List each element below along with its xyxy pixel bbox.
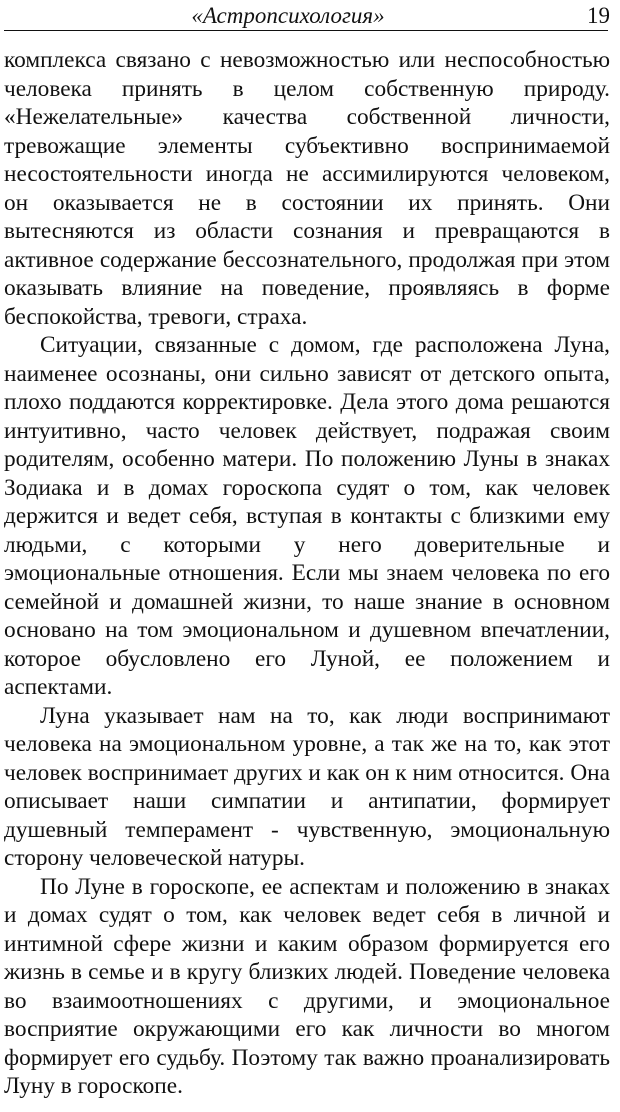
body-text: [4, 46, 610, 1101]
paragraph-1: комплекса связано с невозможностью или неспособностью человека принять в целом собственную природу. «Нежелательные» качества собственной личности, тревожащие элементы субъективно воспринимаемой несостоятельности иногда не ассимилируются человеком, он оказывается не в состоянии их принять. Они вытесняются из области сознания и превращаются в активное содержание бессознательного, продолжая при этом оказывать влияние на поведение, проявляясь в форме беспокойства, тревоги, страха.: [4, 47, 610, 330]
running-title: «Астропсихология»: [191, 3, 385, 28]
paragraph-3: Луна указывает нам на то, как люди воспринимают человека на эмоциональном уровне, а так же на то, как этот человек воспринимает других и как он к ним относится. Она описывает наши симпатии и антипатии, формирует душевный темперамент - чувственную, эмоциональную сторону человеческой натуры.: [4, 702, 610, 871]
paragraph-4: По Луне в гороскопе, ее аспектам и положению в знаках и домах судят о том, как человек ведет себя в личной и интимной сфере жизни и каким образом формируется его жизнь в семье и в кругу близких людей. Поведение человека во взаимоотношениях с другими, и эмоциональное восприятие окружающими его как личности во многом формирует его судьбу. Поэтому так важно проанализировать Луну в гороскопе.: [4, 873, 610, 1099]
header-rule: [4, 30, 608, 31]
page-header: [0, 2, 612, 30]
page-number: 19: [587, 3, 610, 28]
paragraph-2: Ситуации, связанные с домом, где расположена Луна, наименее осознаны, они сильно зависят от детского опыта, плохо поддаются корректировке. Дела этого дома решаются интуитивно, часто человек действует, подражая своим родителям, особенно матери. По положению Луны в знаках Зодиака и в домах гороскопа судят о том, как человек держится и ведет себя, вступая в контакты с близкими ему людьми, с которыми у него доверительные и эмоциональные отношения. Если мы знаем человека по его семейной и домашней жизни, то наше знание в основном основано на том эмоциональном и душевном впечатлении, которое обусловлено его Луной, ее положением и аспектами.: [4, 332, 610, 700]
